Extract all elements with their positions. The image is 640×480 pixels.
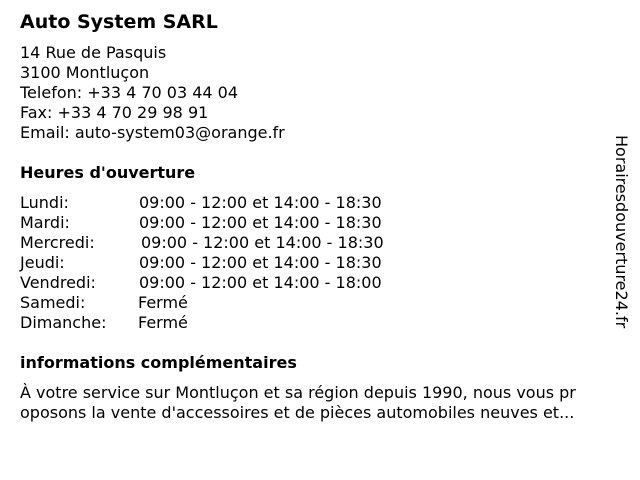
hours-row-tuesday: [20, 213, 384, 233]
hours-row-sunday: [20, 313, 384, 333]
day-hours: Fermé: [138, 313, 188, 332]
day-label: Dimanche:: [20, 313, 107, 332]
site-watermark: Horairesdouverture24.fr: [612, 135, 631, 329]
day-hours: 09:00 - 12:00 et 14:00 - 18:30: [139, 213, 382, 232]
opening-hours-table: [20, 193, 384, 333]
hours-row-thursday: [20, 253, 384, 273]
info-line: À votre service sur Montluçon et sa région depuis 1990, nous vous pr: [20, 383, 576, 402]
phone-number: Telefon: +33 4 70 03 44 04: [20, 83, 239, 102]
fax-number: Fax: +33 4 70 29 98 91: [20, 103, 209, 122]
contact-block: [20, 43, 285, 143]
day-label: Lundi:: [20, 193, 69, 212]
day-label: Mercredi:: [20, 233, 95, 252]
hours-row-wednesday: [20, 233, 384, 253]
day-hours: 09:00 - 12:00 et 14:00 - 18:30: [139, 253, 382, 272]
day-label: Samedi:: [20, 293, 86, 312]
postal-city: 3100 Montluçon: [20, 63, 150, 82]
day-label: Vendredi:: [20, 273, 96, 292]
street-address: 14 Rue de Pasquis: [20, 43, 167, 62]
info-line: oposons la vente d'accessoires et de pièces automobiles neuves et...: [20, 403, 575, 422]
day-hours: 09:00 - 12:00 et 14:00 - 18:00: [139, 273, 382, 292]
hours-row-saturday: [20, 293, 384, 313]
additional-info-text: [20, 383, 576, 423]
day-hours: 09:00 - 12:00 et 14:00 - 18:30: [139, 193, 382, 212]
email-address: Email: auto-system03@orange.fr: [20, 123, 285, 142]
additional-info-heading: informations complémentaires: [20, 353, 297, 372]
day-label: Jeudi:: [20, 253, 65, 272]
opening-hours-heading: Heures d'ouverture: [20, 163, 196, 182]
company-name: Auto System SARL: [20, 11, 218, 33]
hours-row-monday: [20, 193, 384, 213]
day-hours: Fermé: [138, 293, 188, 312]
day-hours: 09:00 - 12:00 et 14:00 - 18:30: [141, 233, 384, 252]
hours-row-friday: [20, 273, 384, 293]
day-label: Mardi:: [20, 213, 70, 232]
